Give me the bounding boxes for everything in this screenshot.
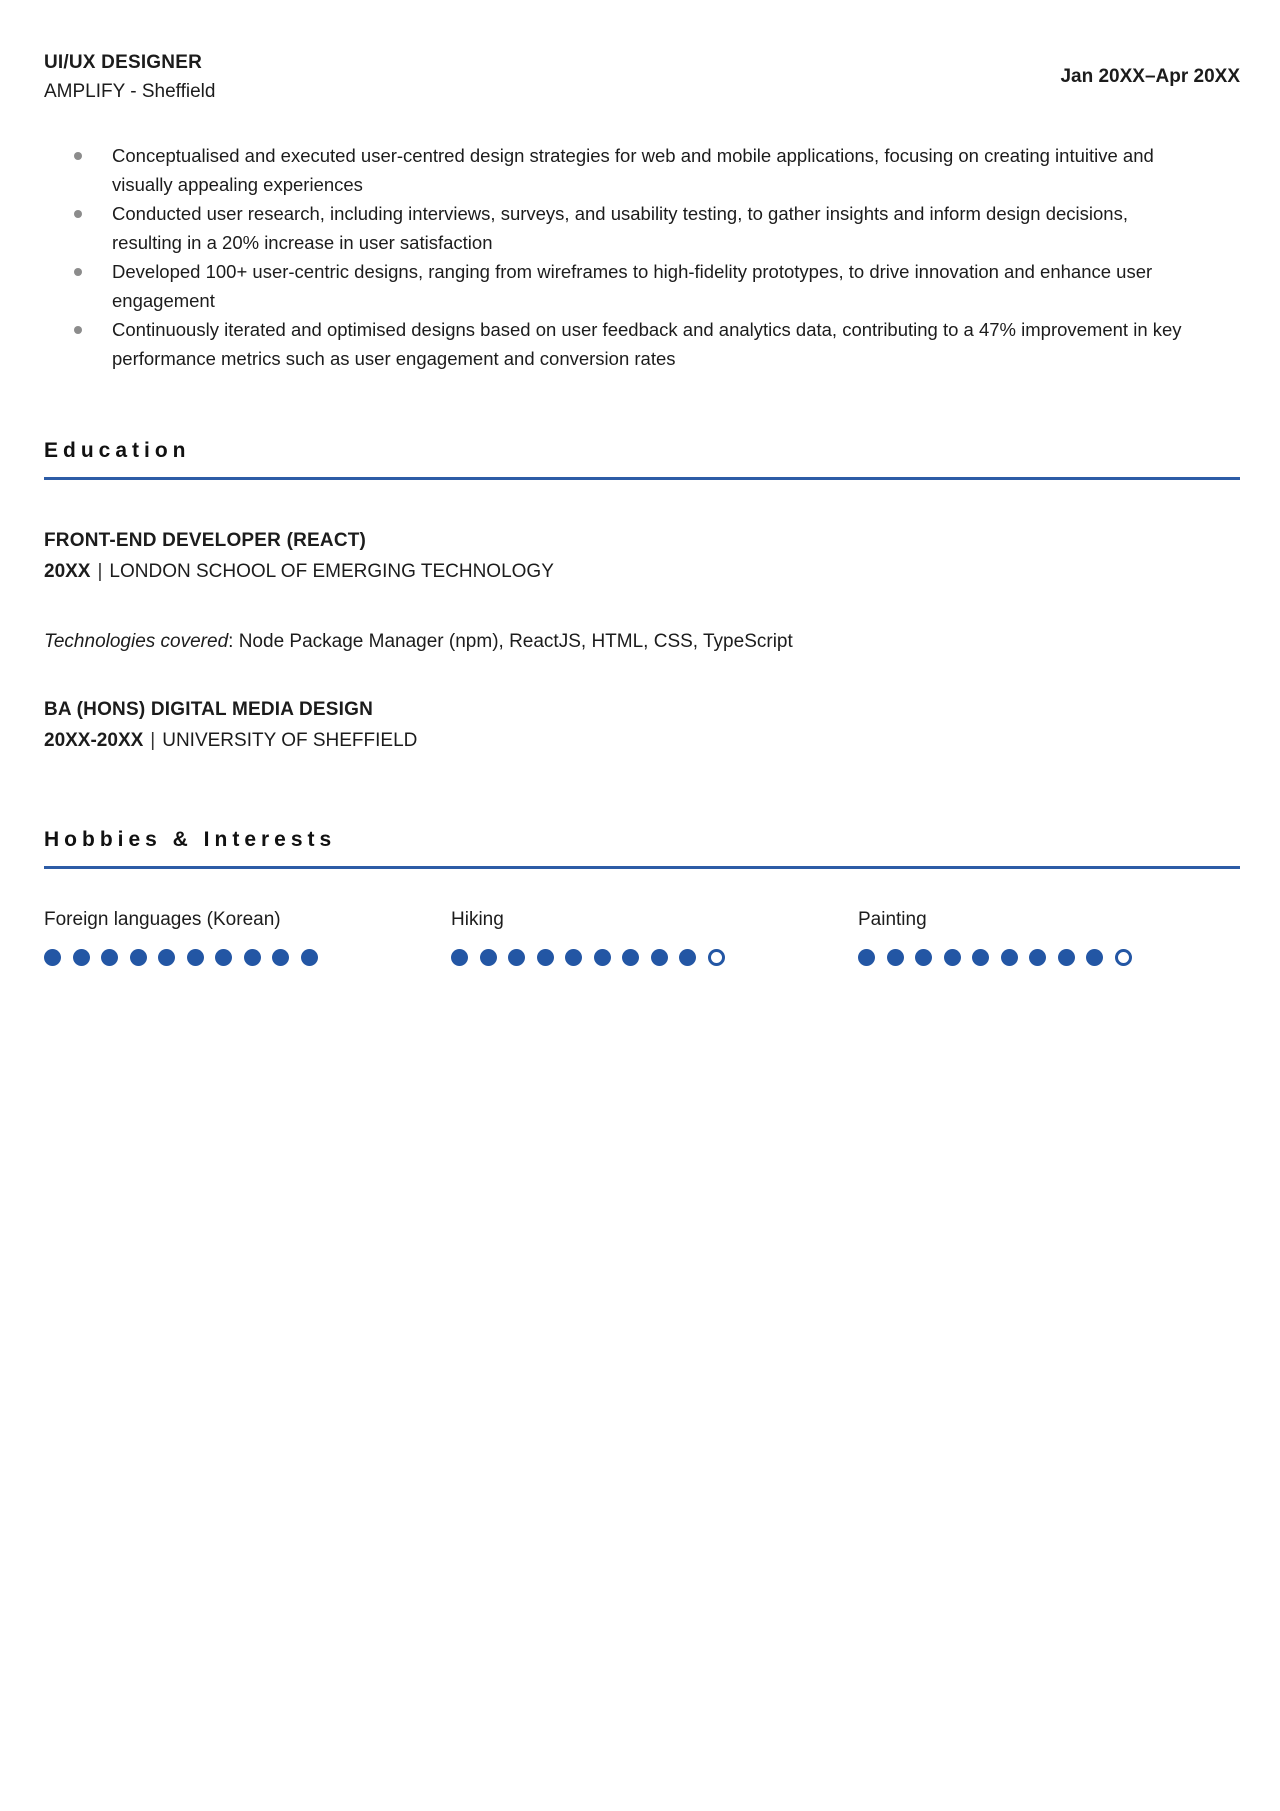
company-location: AMPLIFY - Sheffield bbox=[44, 81, 216, 102]
rating-dot-filled-icon bbox=[244, 949, 261, 966]
technologies-line bbox=[44, 631, 1240, 653]
rating-dot-filled-icon bbox=[187, 949, 204, 966]
education-entry bbox=[44, 530, 1240, 583]
experience-bullet-item bbox=[44, 257, 1240, 315]
rating-dot-filled-icon bbox=[301, 949, 318, 966]
rating-dot-filled-icon bbox=[1001, 949, 1018, 966]
rating-dot-filled-icon bbox=[272, 949, 289, 966]
rating-dot-filled-icon bbox=[537, 949, 554, 966]
pipe-separator: | bbox=[150, 730, 156, 751]
hobby-rating-dots bbox=[858, 949, 1240, 966]
hobby-item bbox=[858, 909, 1240, 966]
education-entry-meta bbox=[44, 561, 1240, 583]
education-section-heading: Education bbox=[44, 439, 191, 462]
rating-dot-filled-icon bbox=[73, 949, 90, 966]
rating-dot-filled-icon bbox=[158, 949, 175, 966]
rating-dot-filled-icon bbox=[565, 949, 582, 966]
experience-bullet-item bbox=[44, 315, 1240, 373]
education-entry-meta bbox=[44, 730, 1240, 752]
rating-dot-filled-icon bbox=[887, 949, 904, 966]
hobby-label: Painting bbox=[858, 909, 927, 930]
rating-dot-filled-icon bbox=[480, 949, 497, 966]
experience-bullet-item bbox=[44, 141, 1240, 199]
bullet-icon bbox=[74, 268, 82, 276]
rating-dot-filled-icon bbox=[679, 949, 696, 966]
technologies-value: : Node Package Manager (npm), ReactJS, HTML, CSS, TypeScript bbox=[228, 631, 793, 652]
experience-title-block bbox=[44, 52, 215, 103]
experience-header bbox=[44, 52, 1240, 103]
rating-dot-empty-icon bbox=[708, 949, 725, 966]
bullet-icon bbox=[74, 326, 82, 334]
section-divider bbox=[44, 477, 1240, 480]
rating-dot-filled-icon bbox=[1058, 949, 1075, 966]
experience-bullet-list bbox=[44, 141, 1240, 373]
rating-dot-filled-icon bbox=[594, 949, 611, 966]
rating-dot-filled-icon bbox=[972, 949, 989, 966]
hobby-label: Foreign languages (Korean) bbox=[44, 909, 281, 930]
hobbies-section-heading: Hobbies & Interests bbox=[44, 828, 337, 851]
technologies-label: Technologies covered bbox=[44, 631, 229, 652]
experience-bullet-item bbox=[44, 199, 1240, 257]
hobbies-section bbox=[44, 828, 1240, 966]
bullet-icon bbox=[74, 152, 82, 160]
hobby-item bbox=[44, 909, 451, 966]
hobby-label: Hiking bbox=[451, 909, 504, 930]
rating-dot-filled-icon bbox=[1029, 949, 1046, 966]
rating-dot-filled-icon bbox=[215, 949, 232, 966]
education-entry-period: 20XX-20XX bbox=[44, 730, 144, 751]
education-entry-period: 20XX bbox=[44, 561, 91, 582]
rating-dot-filled-icon bbox=[944, 949, 961, 966]
education-entry-institution: LONDON SCHOOL OF EMERGING TECHNOLOGY bbox=[109, 561, 554, 582]
hobby-row bbox=[44, 909, 1240, 966]
rating-dot-filled-icon bbox=[1086, 949, 1103, 966]
hobby-rating-dots bbox=[451, 949, 858, 966]
education-entry bbox=[44, 699, 1240, 752]
rating-dot-filled-icon bbox=[130, 949, 147, 966]
rating-dot-filled-icon bbox=[451, 949, 468, 966]
bullet-text: Conceptualised and executed user-centred design strategies for web and mobile applications, focusing on creating intuitive and visually appealing experiences bbox=[112, 145, 1154, 195]
education-entry-title: BA (HONS) DIGITAL MEDIA DESIGN bbox=[44, 699, 373, 720]
experience-date-range: Jan 20XX–Apr 20XX bbox=[1060, 66, 1240, 87]
rating-dot-filled-icon bbox=[508, 949, 525, 966]
rating-dot-filled-icon bbox=[858, 949, 875, 966]
rating-dot-filled-icon bbox=[44, 949, 61, 966]
job-title: UI/UX DESIGNER bbox=[44, 52, 202, 73]
pipe-separator: | bbox=[97, 561, 103, 582]
rating-dot-empty-icon bbox=[1115, 949, 1132, 966]
education-entry-institution: UNIVERSITY OF SHEFFIELD bbox=[162, 730, 418, 751]
bullet-text: Developed 100+ user-centric designs, ranging from wireframes to high-fidelity prototypes, to drive innovation and enhance user engagement bbox=[112, 261, 1153, 311]
education-section bbox=[44, 439, 1240, 752]
education-entry-title: FRONT-END DEVELOPER (REACT) bbox=[44, 530, 367, 551]
rating-dot-filled-icon bbox=[915, 949, 932, 966]
hobby-rating-dots bbox=[44, 949, 451, 966]
hobby-item bbox=[451, 909, 858, 966]
bullet-icon bbox=[74, 210, 82, 218]
section-divider bbox=[44, 866, 1240, 869]
rating-dot-filled-icon bbox=[622, 949, 639, 966]
bullet-text: Continuously iterated and optimised designs based on user feedback and analytics data, contributing to a 47% improvement in key performance metrics such as user engagement and conversion rates bbox=[112, 319, 1182, 369]
rating-dot-filled-icon bbox=[101, 949, 118, 966]
bullet-text: Conducted user research, including interviews, surveys, and usability testing, to gather insights and inform design decisions, resulting in a 20% increase in user satisfaction bbox=[112, 203, 1128, 253]
rating-dot-filled-icon bbox=[651, 949, 668, 966]
